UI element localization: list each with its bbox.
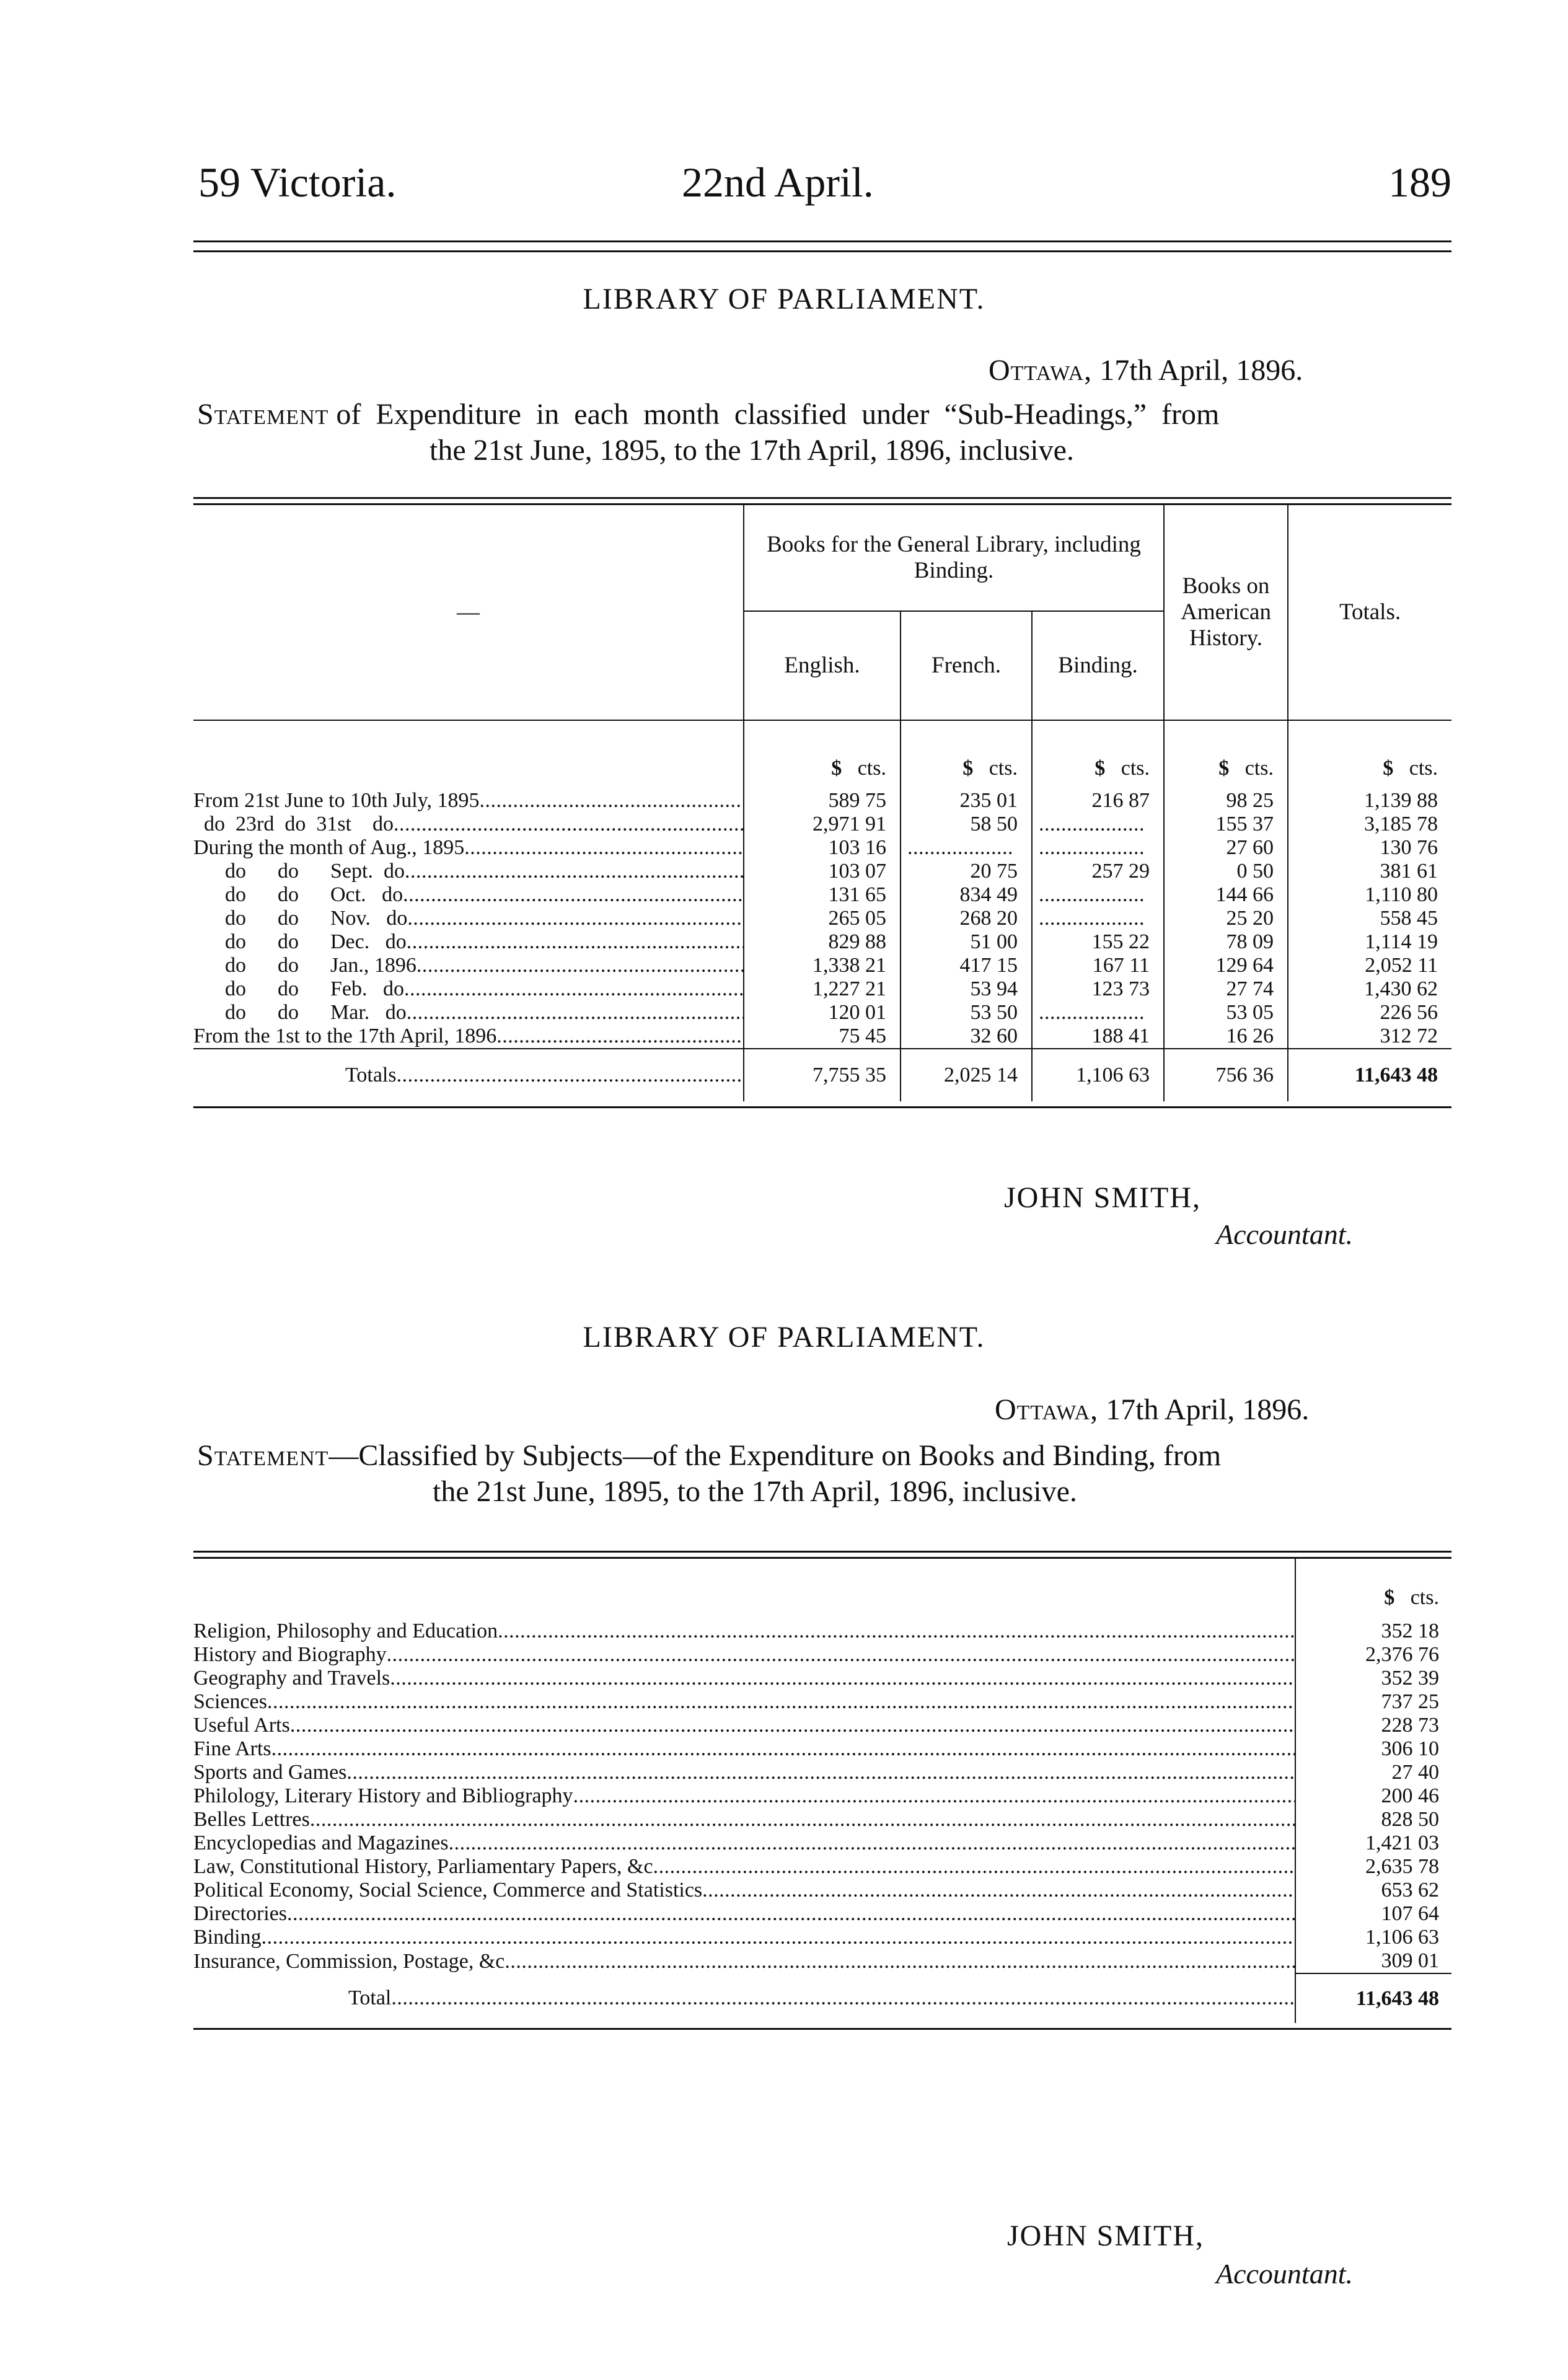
statement2-title: LIBRARY OF PARLIAMENT. <box>583 1321 985 1354</box>
table-row: Binding . . . 1,106 63 <box>193 1926 1451 1949</box>
statement1-signature: JOHN SMITH, <box>1004 1181 1202 1214</box>
general-library-header: Books for the General Library, including Binding. <box>744 505 1164 611</box>
table-row: do do Feb. do . . . 1,227 21 53 94 123 73 27 74 1,430 62 <box>193 977 1451 1001</box>
statement1-place-date: Ottawa, 17th April, 1896. <box>989 354 1303 387</box>
header-rule-top <box>193 240 1451 242</box>
table-row: Useful Arts . . . 228 73 <box>193 1714 1451 1737</box>
table-row: do do Sept. do . . . 103 07 20 75 257 29 0 50 381 61 <box>193 860 1451 883</box>
table-row: do 23rd do 31st do . . . 2,971 91 58 50 . . . 155 37 3,185 78 <box>193 813 1451 836</box>
statement1-signature-title: Accountant. <box>1216 1219 1353 1250</box>
monthly-expenditure-table <box>193 497 1451 1108</box>
unit-row: $ cts. <box>193 1559 1451 1615</box>
totals-row: Totals . . . 7,755 35 2,025 14 1,106 63 756 36 11,643 48 <box>193 1049 1451 1101</box>
american-history-header: Books on American History. <box>1164 505 1288 720</box>
table-row: do do Nov. do . . . 265 05 268 20 . . . 25 20 558 45 <box>193 907 1451 930</box>
unit-row: $ cts. $ cts. $ cts. $ cts. $ cts. <box>193 720 1451 789</box>
table-row: From the 1st to the 17th April, 1896 . . . 75 45 32 60 188 41 16 26 312 72 <box>193 1025 1451 1049</box>
statement1-title: LIBRARY OF PARLIAMENT. <box>583 283 985 315</box>
table-row: Geography and Travels . . . 352 39 <box>193 1667 1451 1690</box>
table-row: do do Mar. do . . . 120 01 53 50 . . . 53 05 226 56 <box>193 1001 1451 1025</box>
english-header: English. <box>744 611 901 720</box>
total-row: Total . . . 11,643 48 <box>193 1973 1451 2023</box>
session-label: 59 Victoria. <box>198 159 397 206</box>
table-row: From 21st June to 10th July, 1895 . . . 589 75 235 01 216 87 98 25 1,139 88 <box>193 789 1451 813</box>
table-row: Sciences . . . 737 25 <box>193 1690 1451 1714</box>
table-row: Philology, Literary History and Bibliography . . . 200 46 <box>193 1784 1451 1808</box>
binding-header: Binding. <box>1032 611 1164 720</box>
statement1-intro: Statement of Expenditure in each month classified under “Sub-Headings,” from the 21st June, 1895, to the 17th April, 1896, inclusive. <box>197 398 1220 467</box>
statement2-intro: Statement—Classified by Subjects—of the Expenditure on Books and Binding, from the 21st June, 1895, to the 17th April, 1896, inclusive. <box>197 1439 1222 1508</box>
table-row: Religion, Philosophy and Education . . . 352 18 <box>193 1620 1451 1643</box>
statement2-signature-title: Accountant. <box>1216 2258 1353 2290</box>
table-row: History and Biography . . . 2,376 76 <box>193 1643 1451 1667</box>
statement2-place-date: Ottawa, 17th April, 1896. <box>995 1393 1310 1426</box>
stub-header: — <box>193 505 744 720</box>
page-number: 189 <box>1388 159 1451 206</box>
table-row: Encyclopedias and Magazines . . . 1,421 03 <box>193 1831 1451 1855</box>
table-row: Law, Constitutional History, Parliamentary Papers, &c . . . 2,635 78 <box>193 1855 1451 1879</box>
table-row: do do Dec. do . . . 829 88 51 00 155 22 78 09 1,114 19 <box>193 930 1451 954</box>
subject-expenditure-table <box>193 1551 1451 2030</box>
header-rule-bottom <box>193 250 1451 252</box>
table-row: do do Oct. do . . . 131 65 834 49 . . . 144 66 1,110 80 <box>193 883 1451 907</box>
table-row: Political Economy, Social Science, Commerce and Statistics . . . 653 62 <box>193 1879 1451 1902</box>
statement2-signature: JOHN SMITH, <box>1007 2219 1205 2252</box>
table-row: Directories . . . 107 64 <box>193 1902 1451 1926</box>
french-header: French. <box>901 611 1032 720</box>
table-row: During the month of Aug., 1895 . . . 103 16 . . . . . . 27 60 130 76 <box>193 836 1451 860</box>
header-date: 22nd April. <box>682 159 874 206</box>
table-row: Belles Lettres . . . 828 50 <box>193 1808 1451 1831</box>
table-row: Fine Arts . . . 306 10 <box>193 1737 1451 1761</box>
totals-header: Totals. <box>1288 505 1451 720</box>
table-row: Sports and Games . . . 27 40 <box>193 1761 1451 1784</box>
table-row: Insurance, Commission, Postage, &c . . . 309 01 <box>193 1949 1451 1973</box>
table-row: do do Jan., 1896 . . . 1,338 21 417 15 167 11 129 64 2,052 11 <box>193 954 1451 977</box>
